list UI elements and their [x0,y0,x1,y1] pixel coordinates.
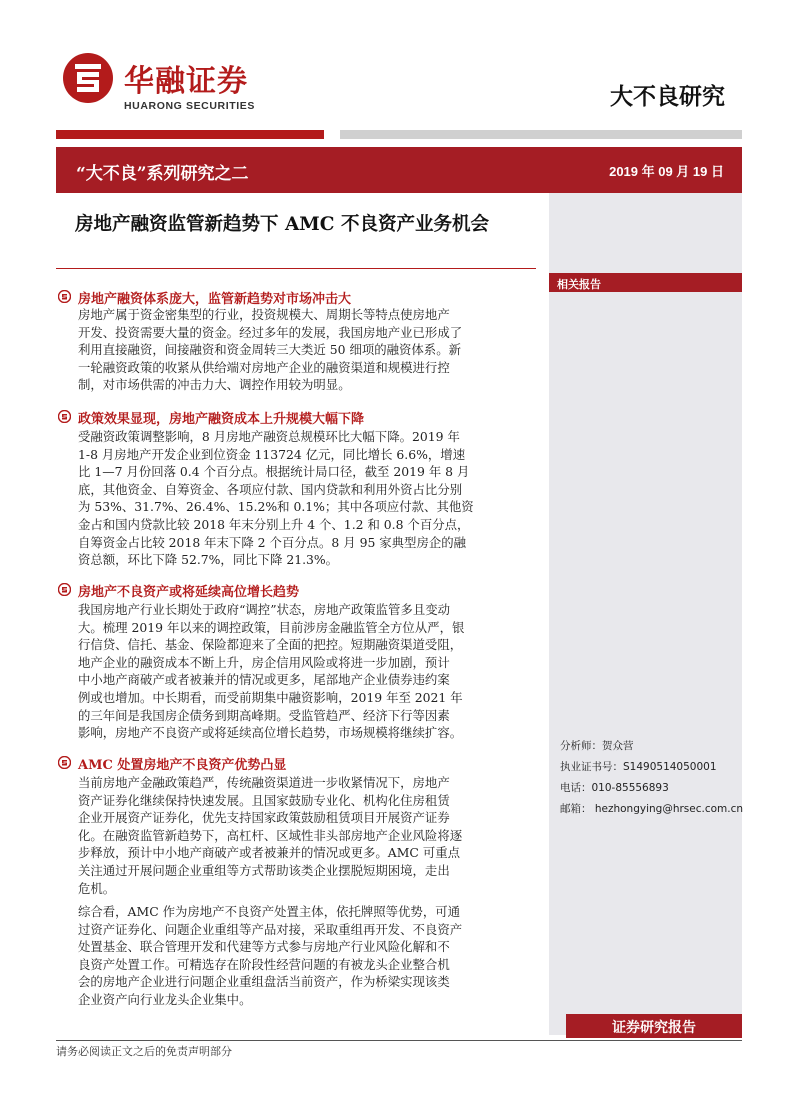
paragraph-line: 金占和国内贷款比较 2018 年末分别上升 4 个、1.2 和 0.8 个百分点， [78,516,470,532]
paragraph-line: 会的房地产企业进行问题企业重组盘活当前资产，作为桥梁实现该类 [78,974,450,990]
section-paragraph [78,903,540,1009]
company-name-cn: 华融证券 [124,64,248,99]
paragraph-line: 综合看，AMC 作为房地产不良资产处置主体，依托牌照等优势，可通 [78,904,460,919]
paragraph-line: 危机。 [78,880,116,896]
report-title: 房地产融资监管新趋势下 AMC 不良资产业务机会 [75,214,489,235]
paragraph-line: 利用直接融资，间接融资和资金周转三大类近 50 细项的融资体系。新 [78,342,461,358]
paragraph-line: 制，对市场供需的冲击力大、调控作用较为明显。 [78,377,351,393]
section-paragraph [78,774,540,897]
paragraph-line: 地产企业的融资成本不断上升，房企信用风险或将进一步加剧，预计 [78,654,450,670]
section-bullet-icon [58,756,71,769]
section-title: 房地产不良资产或将延续高位增长趋势 [78,585,300,600]
paragraph-line: 处置基金、联合管理开发和代建等方式参与房地产行业风险化解和不 [78,939,450,955]
paragraph-line: 当前房地产金融政策趋严，传统融资渠道进一步收紧情况下，房地产 [78,775,450,790]
paragraph-line: 良资产处置工作。可精选存在阶段性经营问题的有被龙头企业整合机 [78,956,450,972]
section-bullet-icon [58,410,71,423]
paragraph-line: 大。梳理 2019 年以来的调控政策，目前涉房金融监管全方位从严，银 [78,619,465,635]
analyst-license: 执业证书号：S1490514050001 [560,761,717,773]
sidebar [549,193,742,1035]
paragraph-line: 行信贷、信托、基金、保险都迎来了全面的把控。短期融资渠道受阻， [78,637,463,653]
report-type: 大不良研究 [610,83,725,110]
paragraph-line: 房地产属于资金密集型的行业，投资规模大、周期长等特点使房地产 [78,307,450,322]
securities-report-tag: 证券研究报告 [566,1014,742,1038]
paragraph-line: 比 1—7 月份回落 0.4 个百分点。根据统计局口径，截至 2019 年 8 月 [78,464,470,480]
section-paragraph [78,601,540,742]
related-reports-label: 相关报告 [549,273,742,292]
paragraph-line: 例或也增加。中长期看，而受前期集中融资影响，2019 年至 2021 年 [78,689,463,705]
section-title: 政策效果显现，房地产融资成本上升规模大幅下降 [78,412,365,427]
header-bar-gray [340,130,742,139]
paragraph-line: 一轮融资政策的收紧从供给端对房地产企业的融资渠道和规模进行控 [78,359,450,375]
analyst-email[interactable]: 邮箱： hezhongying@hrsec.com.cn [560,803,744,815]
paragraph-line: 的三年间是我国房企债务到期高峰期。受监管趋严、经济下行等因素 [78,707,450,723]
header-bar-red [56,130,324,139]
paragraph-line: 开发、投资需要大量的资金。经过多年的发展，我国房地产业已形成了 [78,324,463,340]
title-rule [56,268,536,269]
section-paragraph [78,428,540,569]
section-bullet-icon [58,583,71,596]
paragraph-line: 过资产证券化、问题企业重组等产品对接，采取重组再开发、不良资产 [78,921,463,937]
paragraph-line: 化。在融资监管新趋势下，高杠杆、区域性非头部房地产企业风险将逐 [78,827,463,843]
paragraph-line: 企业资产向行业龙头企业集中。 [78,991,252,1007]
paragraph-line: 为 53%、31.7%、26.4%、15.2%和 0.1%；其中各项应付款、其他资 [78,499,474,515]
huarong-logo-icon [62,52,114,104]
disclaimer-note: 请务必阅读正文之后的免责声明部分 [56,1045,232,1058]
report-date: 2019 年 09 月 19 日 [609,164,724,179]
section-bullet-icon [58,290,71,303]
paragraph-line: 资产证券化继续保持快速发展。且国家鼓励专业化、机构化住房租赁 [78,792,450,808]
company-name-en: HUARONG SECURITIES [124,100,255,112]
analyst-phone: 电话：010-85556893 [560,782,669,794]
paragraph-line: 步释放，预计中小地产商破产或者被兼并的情况或更多。AMC 可重点 [78,845,460,861]
paragraph-line: 资总额，环比下降 52.7%，同比下降 21.3%。 [78,552,339,568]
section-title: 房地产融资体系庞大，监管新趋势对市场冲击大 [78,292,352,307]
paragraph-line: 底，其他资金、自筹资金、各项应付款、国内贷款和利用外资占比分别 [78,481,463,497]
paragraph-line: 企业开展资产证券化，优先支持国家政策鼓励租赁项目开展资产证券 [78,810,450,826]
paragraph-line: 我国房地产行业长期处于政府“调控”状态，房地产政策监管多且变动 [78,602,450,617]
paragraph-line: 关注通过开展问题企业重组等方式帮助该类企业摆脱短期困境，走出 [78,862,450,878]
paragraph-line: 1-8 月房地产开发企业到位资金 113724 亿元，同比增长 6.6%，增速 [78,446,466,462]
paragraph-line: 中小地产商破产或者被兼并的情况或更多，尾部地产企业债券违约案 [78,672,450,688]
analyst-name: 分析师：贺众营 [560,740,634,752]
series-banner [56,147,742,193]
paragraph-line: 自筹资金占比较 2018 年末下降 2 个百分点。8 月 95 家典型房企的融 [78,534,467,550]
paragraph-line: 受融资政策调整影响，8 月房地产融资总规模环比大幅下降。2019 年 [78,429,460,444]
section-paragraph [78,306,540,394]
footer-rule [56,1040,742,1041]
paragraph-line: 影响，房地产不良资产或将延续高位增长趋势，市场规模将继续扩容。 [78,725,463,741]
section-title: AMC 处置房地产不良资产优势凸显 [78,758,287,773]
series-title: “大不良”系列研究之二 [76,164,249,184]
